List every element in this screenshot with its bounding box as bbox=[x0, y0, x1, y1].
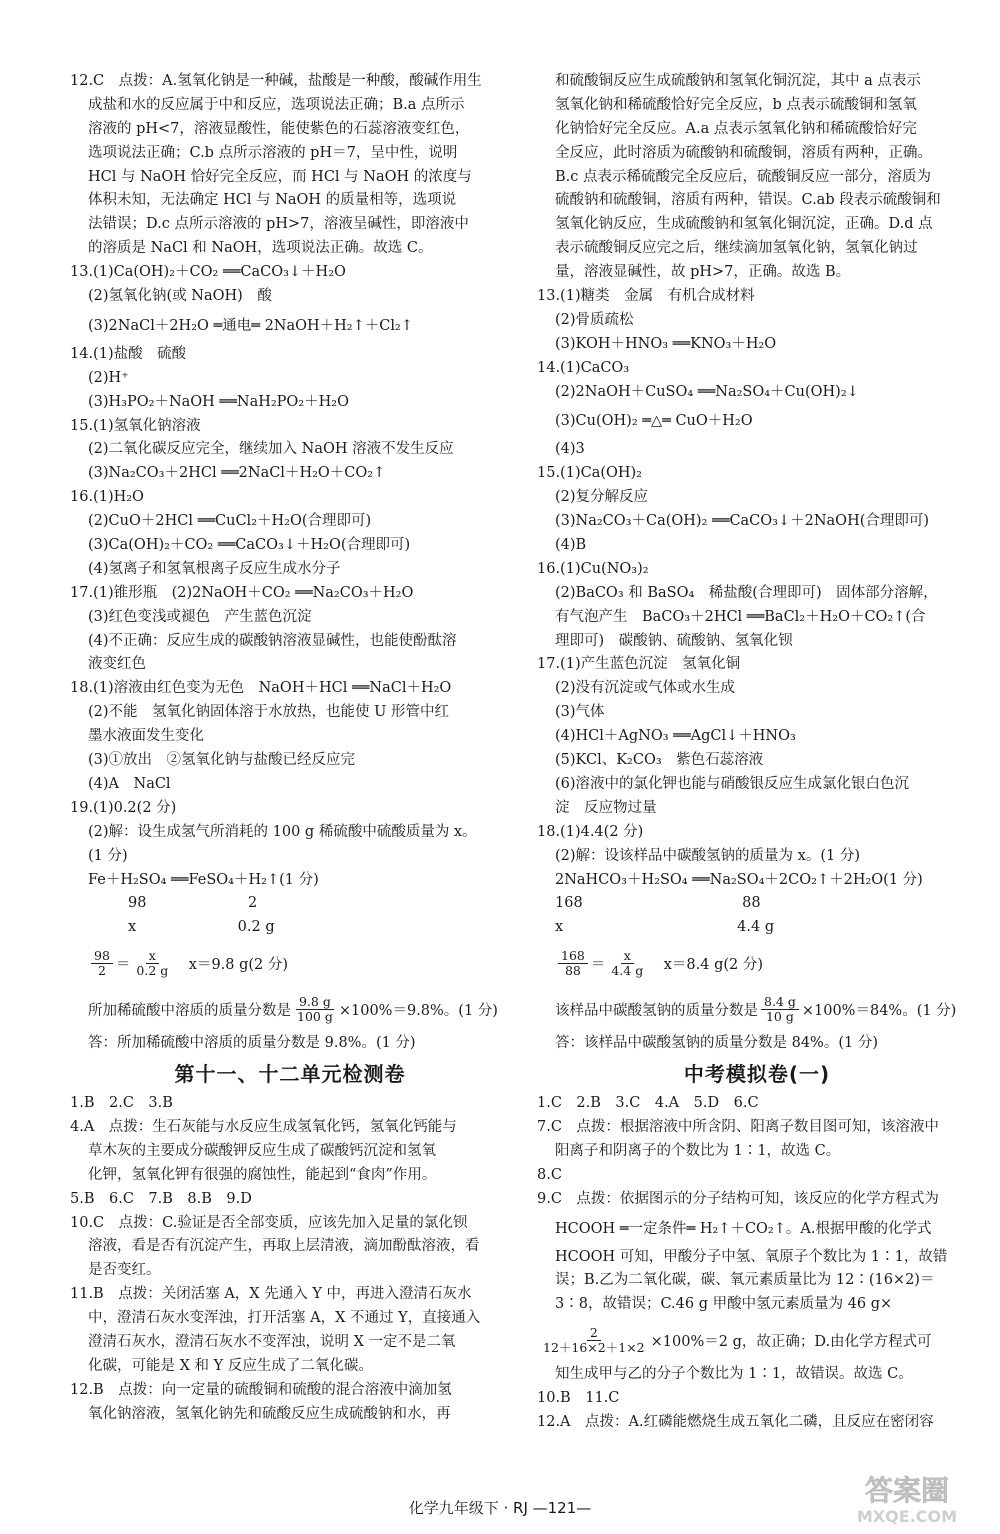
text-line: 12.A 点拨：A.红磷能燃烧生成五氧化二磷，且反应在密闭容 bbox=[537, 1413, 934, 1430]
text-line: 3∶8，故错误；C.46 g 甲酸中氢元素质量为 46 g× bbox=[555, 1296, 893, 1313]
text-line: 溶液的 pH<7，溶液显酸性，能使紫色的石蕊溶液变红色， bbox=[88, 120, 470, 137]
text-line: 选项说法正确；C.b 点所示溶液的 pH＝7，呈中性，说明 bbox=[88, 144, 458, 161]
text-line: HCl 与 NaOH 恰好完全反应，而 HCl 与 NaOH 的浓度与 bbox=[88, 168, 472, 185]
watermark-logo bbox=[832, 1468, 982, 1528]
text-line: (3)①放出 ②氢氧化钠与盐酸已经反应完 bbox=[88, 752, 356, 769]
text-line: 量，溶液显碱性，故 pH>7，正确。故选 B。 bbox=[555, 264, 851, 281]
text-line: 9.C 点拨：依据图示的分子结构可知，该反应的化学方程式为 bbox=[537, 1190, 939, 1207]
text-line: (2)二氧化碳反应完全，继续加入 NaOH 溶液不发生反应 bbox=[88, 441, 454, 458]
text-line: (2)H⁺ bbox=[88, 369, 129, 386]
text-line: 中，澄清石灰水变浑浊，打开活塞 A，X 不通过 Y，直接通入 bbox=[88, 1310, 481, 1327]
text-line: 表示硫酸铜反应完之后，继续滴加氢氧化钠，氢氧化钠过 bbox=[555, 240, 918, 257]
text-line: 化碳，可能是 X 和 Y 反应生成了二氧化碳。 bbox=[88, 1357, 373, 1374]
text-line: (3)Ca(OH)₂＋CO₂ ══CaCO₃↓＋H₂O(合理即可) bbox=[88, 537, 411, 554]
left-mass-fraction: 所加稀硫酸中溶质的质量分数是 $\frac{9.8 g}{100 g}$ ×100%＝9.8%。(1 分) bbox=[88, 993, 498, 1024]
text-line: 化钠恰好完全反应。A.a 点表示氢氧化钠和稀硫酸恰好完 bbox=[555, 120, 917, 137]
text-line: 体积未知，无法确定 HCl 与 NaOH 的质量相等，选项说 bbox=[88, 192, 457, 209]
text-line: 是否变红。 bbox=[88, 1262, 161, 1279]
text-line: (2)2NaOH＋CuSO₄ ══Na₂SO₄＋Cu(OH)₂↓ bbox=[555, 383, 859, 400]
text-line: (4)A NaCl bbox=[88, 775, 171, 792]
text-line: (2)解：设该样品中碳酸氢钠的质量为 x。(1 分) bbox=[555, 847, 860, 864]
text-line: 8.C bbox=[537, 1166, 562, 1183]
text-line: 7.C 点拨：根据溶液中所含阴、阳离子数目图可知，该溶液中 bbox=[537, 1118, 939, 1135]
right-answer: 答：该样品中碳酸氢钠的质量分数是 84%。(1 分) bbox=[555, 1035, 878, 1052]
text-line: (2)复分解反应 bbox=[555, 489, 649, 506]
text-line: B.c 点表示稀硫酸完全反应后，硫酸铜反应一部分，溶质为 bbox=[555, 168, 931, 185]
text-line: 11.B 点拨：关闭活塞 A，X 先通入 Y 中，再进入澄清石灰水 bbox=[70, 1286, 472, 1303]
text-line: (2)没有沉淀或气体或水生成 bbox=[555, 680, 736, 697]
text-line: (2)氢氧化钠(或 NaOH) 酸 bbox=[88, 288, 272, 305]
watermark-url: MXQE.COM bbox=[856, 1507, 958, 1526]
text-line: 168 88 bbox=[555, 895, 761, 912]
left-lines-b bbox=[70, 1092, 510, 1426]
right-mass-fraction: 该样品中碳酸氢钠的质量分数是 $\frac{8.4 g}{10 g}$ ×100%＝84%。(1 分) bbox=[555, 993, 957, 1024]
text-line: 淀 反应物过量 bbox=[555, 799, 657, 816]
text-line: 15.(1)Ca(OH)₂ bbox=[537, 465, 642, 482]
text-line: 液变红色 bbox=[88, 656, 146, 673]
text-line: (6)溶液中的氯化钾也能与硝酸银反应生成氯化银白色沉 bbox=[555, 775, 910, 792]
section-title-unit-11-12: 第十一、十二单元检测卷 bbox=[174, 1062, 406, 1087]
text-line: (1 分) bbox=[88, 847, 128, 864]
text-line: Fe＋H₂SO₄ ══FeSO₄＋H₂↑(1 分) bbox=[88, 871, 319, 888]
text-line: 18.(1)溶液由红色变为无色 NaOH＋HCl ══NaCl＋H₂O bbox=[70, 680, 452, 697]
text-line: 12.C 点拨：A.氢氧化钠是一种碱，盐酸是一种酸，酸碱作用生 bbox=[70, 73, 482, 89]
text-line: 1.B 2.C 3.B bbox=[70, 1095, 173, 1112]
page-footer: 化学九年级下 · RJ —121— bbox=[408, 1499, 592, 1517]
fraction: $\frac{x}{4.4 g}$ bbox=[611, 947, 644, 978]
text-line: (3)2NaCl＋2H₂O ═通电═ 2NaOH＋H₂↑＋Cl₂↑ bbox=[88, 317, 413, 334]
text-line: 13.(1)Ca(OH)₂＋CO₂ ══CaCO₃↓＋H₂O bbox=[70, 264, 346, 281]
text-line: 和硫酸铜反应生成硫酸钠和氢氧化铜沉淀，其中 a 点表示 bbox=[555, 73, 921, 89]
text-line: 知生成甲与乙的分子个数比为 1∶1，故错误。故选 C。 bbox=[555, 1366, 913, 1383]
left-equation-ratio: $\frac{98}{2}$ ＝ $\frac{x}{0.2 g}$ x＝9.8 g(2 分) bbox=[70, 940, 510, 986]
right-column bbox=[537, 70, 977, 1435]
text-line: 98 2 bbox=[128, 895, 258, 912]
fraction: $\frac{2}{12+16\times 2+1\times 2}$ bbox=[543, 1324, 645, 1355]
text-line: 法错误；D.c 点所示溶液的 pH>7，溶液呈碱性，即溶液中 bbox=[88, 216, 469, 233]
text-line: 10.C 点拨：C.验证是否全部变质，应该先加入足量的氯化钡 bbox=[70, 1214, 468, 1231]
left-lines bbox=[70, 70, 510, 940]
text-line: (2)CuO＋2HCl ══CuCl₂＋H₂O(合理即可) bbox=[88, 513, 372, 530]
text-line: 5.B 6.C 7.B 8.B 9.D bbox=[70, 1190, 252, 1207]
left-column bbox=[70, 70, 510, 1427]
text-line: (3)气体 bbox=[555, 704, 605, 721]
text-line: 硫酸钠和硫酸铜，溶质有两种，错误。C.ab 段表示硫酸铜和 bbox=[555, 192, 941, 209]
fraction: $\frac{168}{88}$ bbox=[558, 949, 588, 978]
text-line: 成盐和水的反应属于中和反应，选项说法正确；B.a 点所示 bbox=[88, 96, 465, 113]
text-line: (4)氢离子和氢氧根离子反应生成水分子 bbox=[88, 560, 341, 577]
text-line: (3)Na₂CO₃＋Ca(OH)₂ ══CaCO₃↓＋2NaOH(合理即可) bbox=[555, 513, 930, 530]
text-line: x 4.4 g bbox=[555, 919, 775, 936]
text-line: (4)HCl＋AgNO₃ ══AgCl↓＋HNO₃ bbox=[555, 728, 796, 745]
text-line: (2)骨质疏松 bbox=[555, 311, 634, 328]
right-lines bbox=[537, 70, 977, 940]
text-line: (3)KOH＋HNO₃ ══KNO₃＋H₂O bbox=[555, 335, 777, 352]
text-line: 4.A 点拨：生石灰能与水反应生成氢氧化钙，氢氧化钙能与 bbox=[70, 1118, 457, 1135]
fraction: $\frac{9.8 g}{100 g}$ bbox=[297, 993, 333, 1024]
fraction: $\frac{8.4 g}{10 g}$ bbox=[761, 995, 799, 1024]
text-line: HCOOH ═一定条件═ H₂↑＋CO₂↑。A.根据甲酸的化学式 bbox=[555, 1220, 932, 1237]
text-line: (3)Na₂CO₃＋2HCl ══2NaCl＋H₂O＋CO₂↑ bbox=[88, 465, 386, 482]
text-line: 化钾，氢氧化钾有很强的腐蚀性，能起到“食肉”作用。 bbox=[88, 1166, 437, 1183]
text-line: 2NaHCO₃＋H₂SO₄ ══Na₂SO₄＋2CO₂↑＋2H₂O(1 分) bbox=[555, 871, 923, 888]
text-line: 氢氧化钠反应，生成硫酸钠和氢氧化铜沉淀，正确。D.d 点 bbox=[555, 216, 933, 233]
section-title-mock-exam-1: 中考模拟卷(一) bbox=[683, 1062, 831, 1087]
text-line: 17.(1)产生蓝色沉淀 氢氧化铜 bbox=[537, 656, 741, 673]
text-line: 的溶质是 NaCl 和 NaOH，选项说法正确。故选 C。 bbox=[88, 240, 433, 257]
left-answer: 答：所加稀硫酸中溶质的质量分数是 9.8%。(1 分) bbox=[88, 1035, 416, 1052]
text-line: 理即可) 碳酸钠、硫酸钠、氢氧化钡 bbox=[555, 632, 793, 649]
text-line: 16.(1)H₂O bbox=[70, 489, 144, 506]
text-line: 1.C 2.B 3.C 4.A 5.D 6.C bbox=[537, 1095, 759, 1112]
text-line: 氢氧化钠和稀硫酸恰好完全反应，b 点表示硫酸铜和氢氧 bbox=[555, 96, 917, 113]
text-line: 误；B.乙为二氧化碳，碳、氧元素质量比为 12∶(16×2)＝ bbox=[555, 1272, 935, 1289]
text-line: (4)不正确：反应生成的碳酸钠溶液显碱性，也能使酚酞溶 bbox=[88, 632, 457, 649]
text-line: 12.B 点拨：向一定量的硫酸铜和硫酸的混合溶液中滴加氢 bbox=[70, 1381, 452, 1398]
text-line: (3)Cu(OH)₂ ═△═ CuO＋H₂O bbox=[555, 413, 753, 430]
text-line: 14.(1)CaCO₃ bbox=[537, 359, 630, 376]
text-line: 13.(1)糖类 金属 有机合成材料 bbox=[537, 288, 755, 305]
right-lines-b bbox=[537, 1092, 977, 1317]
text-line: HCOOH 可知，甲酸分子中氢、氧原子个数比为 1∶1，故错 bbox=[555, 1248, 948, 1265]
text-line: (3)红色变浅或褪色 产生蓝色沉淀 bbox=[88, 608, 312, 625]
text-line: 墨水液面发生变化 bbox=[88, 728, 204, 745]
text-line: 阳离子和阴离子的个数比为 1∶1，故选 C。 bbox=[555, 1142, 841, 1159]
text-line: (5)KCl、K₂CO₃ 紫色石蕊溶液 bbox=[555, 752, 764, 769]
text-line: 澄清石灰水，澄清石灰水不变浑浊，说明 X 一定不是二氧 bbox=[88, 1333, 456, 1350]
text-line: (4)3 bbox=[555, 441, 585, 458]
text-line: (2)BaCO₃ 和 BaSO₄ 稀盐酸(合理即可) 固体部分溶解， bbox=[555, 584, 938, 601]
text-line: 溶液，看是否有沉淀产生，再取上层清液，滴加酚酞溶液，看 bbox=[88, 1238, 480, 1255]
text-line: 16.(1)Cu(NO₃)₂ bbox=[537, 560, 649, 577]
right-lines-c bbox=[537, 1363, 977, 1435]
text-line: 有气泡产生 BaCO₃＋2HCl ══BaCl₂＋H₂O＋CO₂↑(合 bbox=[555, 608, 926, 625]
text-line: (2)不能 氢氧化钠固体溶于水放热，也能使 U 形管中红 bbox=[88, 704, 449, 721]
fraction: $\frac{98}{2}$ bbox=[91, 949, 113, 978]
text-line: 19.(1)0.2(2 分) bbox=[70, 799, 177, 816]
watermark-text: 答案圈 bbox=[864, 1474, 950, 1507]
text-line: 氧化钠溶液，氢氧化钠先和硫酸反应生成硫酸钠和水，再 bbox=[88, 1405, 451, 1422]
text-line: 14.(1)盐酸 硫酸 bbox=[70, 345, 187, 362]
right-equation-ratio: $\frac{168}{88}$ ＝ $\frac{x}{4.4 g}$ x＝8.4 g(2 分) bbox=[537, 940, 977, 986]
text-line: 18.(1)4.4(2 分) bbox=[537, 823, 644, 840]
text-line: (3)H₃PO₂＋NaOH ══NaH₂PO₂＋H₂O bbox=[88, 393, 349, 410]
text-line: 17.(1)锥形瓶 (2)2NaOH＋CO₂ ══Na₂CO₃＋H₂O bbox=[70, 584, 414, 601]
text-line: (2)解：设生成氢气所消耗的 100 g 稀硫酸中硫酸质量为 x。 bbox=[88, 823, 477, 840]
text-line: 15.(1)氢氧化钠溶液 bbox=[70, 417, 201, 434]
text-line: 草木灰的主要成分碳酸钾反应生成了碳酸钙沉淀和氢氧 bbox=[88, 1142, 436, 1159]
text-line: (4)B bbox=[555, 537, 587, 554]
text-line: x 0.2 g bbox=[128, 919, 275, 936]
fraction: $\frac{x}{0.2 g}$ bbox=[136, 947, 169, 978]
right-hydrogen-fraction: $\frac{2}{12+16\times 2+1\times 2}$ ×100%＝2 g，故正确；D.由化学方程式可 bbox=[537, 1317, 977, 1363]
text-line: 全反应，此时溶质为硫酸钠和硫酸铜，溶质有两种，正确。 bbox=[555, 144, 932, 161]
text-line: 10.B 11.C bbox=[537, 1390, 620, 1407]
